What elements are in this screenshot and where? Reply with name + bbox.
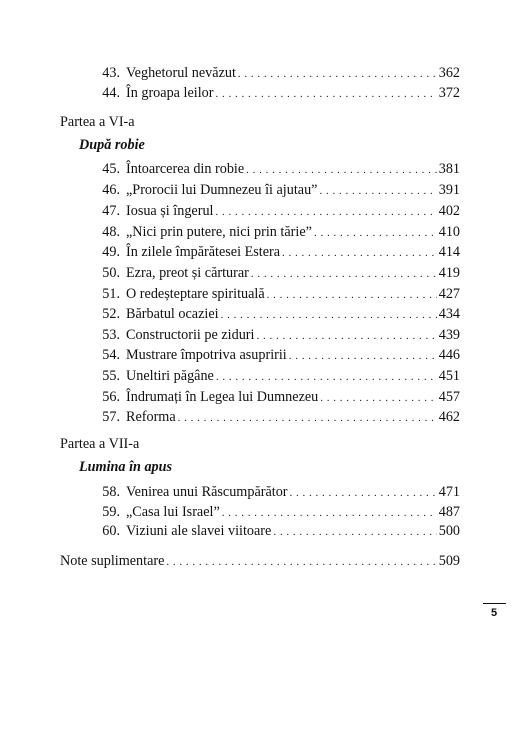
toc-entry-title: Viziuni ale slavei viitoare [126, 523, 272, 539]
dot-leader [251, 264, 437, 284]
dot-leader [246, 160, 437, 180]
toc-entry-title: Uneltiri păgâne [126, 368, 214, 384]
toc-entry-number: 53. [102, 327, 120, 343]
toc-entry[interactable] [96, 482, 460, 502]
toc-entry-title: Venirea unui Răscumpărător [126, 484, 288, 500]
toc-entry-number: 49. [102, 244, 120, 260]
toc-entry-page: 434 [438, 306, 460, 322]
toc-entry-page: 471 [438, 484, 460, 500]
toc-entry[interactable] [96, 407, 460, 427]
toc-entry-page: 381 [438, 161, 460, 177]
toc-entry-title: O redeșteptare spirituală [126, 286, 265, 302]
toc-entry-page: 462 [438, 409, 460, 425]
part-title: După robie [79, 137, 145, 153]
part-heading: Partea a VII-a [60, 436, 140, 452]
toc-entry-number: 47. [102, 203, 120, 219]
dot-leader [320, 388, 436, 408]
toc-entry[interactable] [96, 325, 460, 345]
toc-entry-number: 56. [102, 389, 120, 405]
dot-leader [282, 243, 437, 263]
toc-entry[interactable] [96, 284, 460, 304]
toc-entry-number: 48. [102, 224, 120, 240]
toc-entry[interactable] [96, 180, 460, 200]
toc-entry[interactable] [96, 242, 460, 262]
toc-entry-page: 410 [438, 224, 460, 240]
dot-leader [238, 64, 437, 84]
toc-entry-title: „Prorocii lui Dumnezeu îi ajutau” [126, 182, 318, 198]
toc-entry-page: 362 [438, 65, 460, 81]
toc-entry-number: 58. [102, 484, 120, 500]
dot-leader [314, 223, 437, 243]
toc-entry-number: 45. [102, 161, 120, 177]
toc-entry[interactable] [96, 502, 460, 522]
toc-entry-number: 46. [102, 182, 120, 198]
dot-leader [319, 181, 436, 201]
toc-entry-page: 446 [438, 347, 460, 363]
toc-entry-page: 457 [438, 389, 460, 405]
dot-leader [273, 522, 436, 542]
toc-entry-page: 439 [438, 327, 460, 343]
part-heading: Partea a VI-a [60, 114, 135, 130]
toc-entry-title: Întoarcerea din robie [126, 161, 245, 177]
toc-entry-number: 54. [102, 347, 120, 363]
dot-leader [267, 285, 437, 305]
toc-entry-title: Note suplimentare [60, 553, 165, 569]
toc-entry-title: „Casa lui Israel” [126, 504, 220, 520]
toc-entry-page: 402 [438, 203, 460, 219]
toc-entry-title: Mustrare împotriva asupririi [126, 347, 287, 363]
toc-entry-number: 51. [102, 286, 120, 302]
dot-leader [216, 367, 437, 387]
toc-entry-page: 451 [438, 368, 460, 384]
toc-entry-page: 419 [438, 265, 460, 281]
toc-entry[interactable] [96, 304, 460, 324]
dot-leader [289, 346, 437, 366]
toc-entry-number: 43. [102, 65, 120, 81]
toc-entry-page: 427 [438, 286, 460, 302]
toc-entry-number: 57. [102, 409, 120, 425]
toc-entry[interactable] [96, 366, 460, 386]
toc-entry[interactable] [96, 159, 460, 179]
toc-entry[interactable] [96, 387, 460, 407]
dot-leader [178, 408, 437, 428]
toc-entry-page: 500 [438, 523, 460, 539]
toc-entry-title: Constructorii pe ziduri [126, 327, 255, 343]
toc-entry[interactable] [96, 263, 460, 283]
toc-entry-title: Ezra, preot și cărturar [126, 265, 249, 281]
toc-entry-title: Îndrumați în Legea lui Dumnezeu [126, 389, 319, 405]
page-number: 5 [490, 607, 498, 619]
toc-entry-notes[interactable] [60, 551, 460, 571]
toc-entry-page: 391 [438, 182, 460, 198]
toc-entry-page: 372 [438, 85, 460, 101]
toc-entry-title: Bărbatul ocaziei [126, 306, 219, 322]
dot-leader [221, 305, 437, 325]
toc-entry[interactable] [96, 63, 460, 83]
toc-entry-number: 50. [102, 265, 120, 281]
dot-leader [166, 552, 436, 572]
part-title: Lumina în apus [79, 459, 173, 475]
toc-entry[interactable] [96, 83, 460, 103]
toc-entry-title: Iosua și îngerul [126, 203, 214, 219]
dot-leader [215, 84, 436, 104]
toc-entry-title: „Nici prin putere, nici prin tărie” [126, 224, 312, 240]
toc-entry-number: 52. [102, 306, 120, 322]
toc-entry[interactable] [96, 345, 460, 365]
toc-entry-number: 59. [102, 504, 120, 520]
toc-entry[interactable] [96, 201, 460, 221]
toc-entry-title: Reforma [126, 409, 176, 425]
toc-entry-number: 44. [102, 85, 120, 101]
toc-entry-number: 55. [102, 368, 120, 384]
toc-entry-page: 487 [438, 504, 460, 520]
toc-entry-number: 60. [102, 523, 120, 539]
toc-entry-page: 414 [438, 244, 460, 260]
dot-leader [256, 326, 436, 346]
dot-leader [290, 483, 437, 503]
dot-leader [215, 202, 436, 222]
footer-rule [483, 603, 506, 604]
toc-entry-title: Veghetorul nevăzut [126, 65, 236, 81]
toc-entry[interactable] [96, 222, 460, 242]
toc-entry-page: 509 [438, 553, 460, 569]
toc-entry[interactable] [96, 521, 460, 541]
toc-entry-title: În zilele împărătesei Estera [126, 244, 281, 260]
toc-entry-title: În groapa leilor [126, 85, 214, 101]
dot-leader [222, 503, 437, 523]
